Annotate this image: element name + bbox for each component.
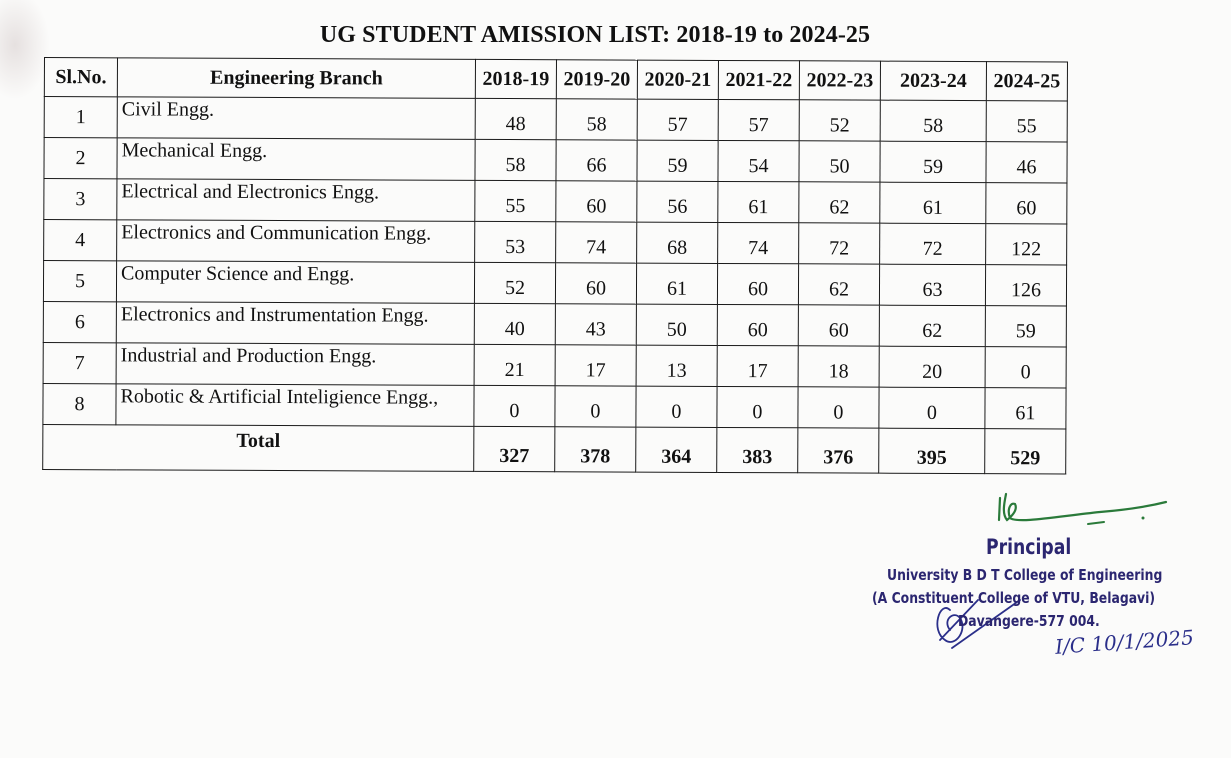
admission-count-cell: 60 (717, 263, 798, 304)
admission-count-cell: 50 (636, 304, 717, 345)
total-row (43, 424, 1066, 473)
admission-count-cell: 18 (798, 346, 879, 387)
sl-no-cell: 4 (44, 220, 117, 261)
table-row (44, 138, 1067, 183)
table-row (44, 97, 1067, 142)
header-year: 2024-25 (986, 62, 1067, 101)
admission-count-cell: 17 (717, 345, 798, 386)
admission-count-cell: 60 (717, 304, 798, 345)
admission-count-cell: 58 (880, 100, 986, 141)
admission-count-cell: 72 (799, 223, 880, 264)
admission-count-cell: 61 (880, 182, 986, 223)
header-year: 2023-24 (880, 61, 986, 100)
admission-count-cell: 63 (879, 264, 985, 305)
branch-cell: Electronics and Communication Engg. (117, 220, 475, 263)
admission-count-cell: 0 (555, 386, 636, 427)
handwritten-date-note: I/C 10/1/2025 (1054, 625, 1195, 659)
branch-cell: Computer Science and Engg. (116, 261, 474, 304)
admission-count-cell: 0 (474, 385, 555, 426)
admission-count-cell: 40 (474, 303, 555, 344)
admission-count-cell: 60 (798, 305, 879, 346)
sl-no-cell: 6 (43, 301, 116, 342)
branch-cell: Civil Engg. (117, 97, 475, 140)
branch-cell: Electronics and Instrumentation Engg. (116, 302, 474, 345)
admission-count-cell: 46 (986, 142, 1067, 183)
header-branch: Engineering Branch (117, 58, 475, 99)
header-year: 2020-21 (637, 60, 718, 99)
admission-count-cell: 61 (985, 388, 1066, 429)
admission-count-cell: 126 (985, 265, 1066, 306)
admission-count-cell: 0 (985, 347, 1066, 388)
table-row (44, 179, 1067, 224)
admission-count-cell: 72 (880, 223, 986, 264)
admission-count-cell: 52 (474, 262, 555, 303)
admission-count-cell: 48 (475, 98, 556, 139)
document-title: UG STUDENT AMISSION LIST: 2018-19 to 2024-25 (319, 22, 871, 48)
admission-count-cell: 57 (718, 99, 799, 140)
total-count-cell: 364 (636, 427, 717, 472)
admission-count-cell: 74 (718, 222, 799, 263)
table-row (43, 301, 1066, 346)
admission-count-cell: 60 (986, 183, 1067, 224)
branch-cell: Robotic & Artificial Inteligience Engg., (116, 384, 474, 427)
admission-count-cell: 21 (474, 344, 555, 385)
admission-count-cell: 0 (798, 387, 879, 428)
branch-cell: Industrial and Production Engg. (116, 343, 474, 386)
total-count-cell: 383 (717, 427, 798, 472)
header-year: 2021-22 (718, 60, 799, 99)
sl-no-cell: 5 (43, 261, 116, 302)
admission-count-cell: 58 (556, 99, 637, 140)
sl-no-cell: 7 (43, 342, 116, 383)
total-count-cell: 376 (798, 428, 879, 473)
admission-count-cell: 52 (799, 100, 880, 141)
sl-no-cell: 2 (44, 138, 117, 179)
admission-count-cell: 55 (986, 101, 1067, 142)
admission-count-cell: 59 (637, 140, 718, 181)
sl-no-cell: 1 (44, 97, 117, 138)
sl-no-cell: 3 (44, 179, 117, 220)
admission-count-cell: 68 (637, 222, 718, 263)
admission-count-cell: 0 (717, 386, 798, 427)
admission-count-cell: 62 (799, 182, 880, 223)
institution-affiliation: (A Constituent College of VTU, Belagavi) (872, 589, 1156, 607)
admission-count-cell: 0 (636, 386, 717, 427)
admission-count-cell: 122 (986, 224, 1067, 265)
admission-count-cell: 61 (636, 263, 717, 304)
admission-count-cell: 57 (637, 99, 718, 140)
admission-count-cell: 56 (637, 181, 718, 222)
total-count-cell: 327 (474, 426, 555, 471)
admission-count-cell: 58 (475, 139, 556, 180)
admission-count-cell: 60 (556, 181, 637, 222)
admission-count-cell: 20 (879, 346, 985, 387)
admission-table (42, 57, 1068, 474)
admission-count-cell: 66 (556, 140, 637, 181)
admission-count-cell: 53 (475, 221, 556, 262)
admission-count-cell: 62 (879, 305, 985, 346)
admission-count-cell: 50 (799, 141, 880, 182)
table-row (44, 220, 1067, 265)
total-count-cell: 395 (879, 428, 985, 473)
header-sl-no: Sl.No. (44, 58, 117, 97)
institution-name: University B D T College of Engineering (887, 566, 1163, 584)
admission-count-cell: 61 (718, 181, 799, 222)
admission-count-cell: 59 (880, 141, 986, 182)
admission-count-cell: 17 (555, 345, 636, 386)
total-label: Total (43, 424, 474, 471)
header-year: 2018-19 (475, 59, 556, 98)
admission-count-cell: 60 (555, 263, 636, 304)
designation: Principal (986, 535, 1072, 559)
admission-count-cell: 55 (475, 180, 556, 221)
institution-address: Davangere-577 004. (958, 612, 1100, 630)
admission-count-cell: 0 (879, 387, 985, 428)
header-row (44, 58, 1067, 101)
paper-smudge (0, 0, 50, 100)
table-row (43, 383, 1066, 428)
header-year: 2019-20 (556, 60, 637, 99)
table-row (43, 342, 1066, 387)
branch-cell: Electrical and Electronics Engg. (117, 179, 475, 222)
total-count-cell: 378 (555, 427, 636, 472)
admission-count-cell: 13 (636, 345, 717, 386)
admission-count-cell: 74 (556, 222, 637, 263)
admission-count-cell: 54 (718, 140, 799, 181)
signature-block (860, 480, 1220, 680)
branch-cell: Mechanical Engg. (117, 138, 475, 181)
admission-count-cell: 62 (798, 264, 879, 305)
admission-count-cell: 59 (985, 306, 1066, 347)
total-count-cell: 529 (985, 429, 1066, 474)
admission-count-cell: 43 (555, 304, 636, 345)
sl-no-cell: 8 (43, 383, 116, 424)
table-row (43, 261, 1066, 306)
header-year: 2022-23 (799, 61, 880, 100)
